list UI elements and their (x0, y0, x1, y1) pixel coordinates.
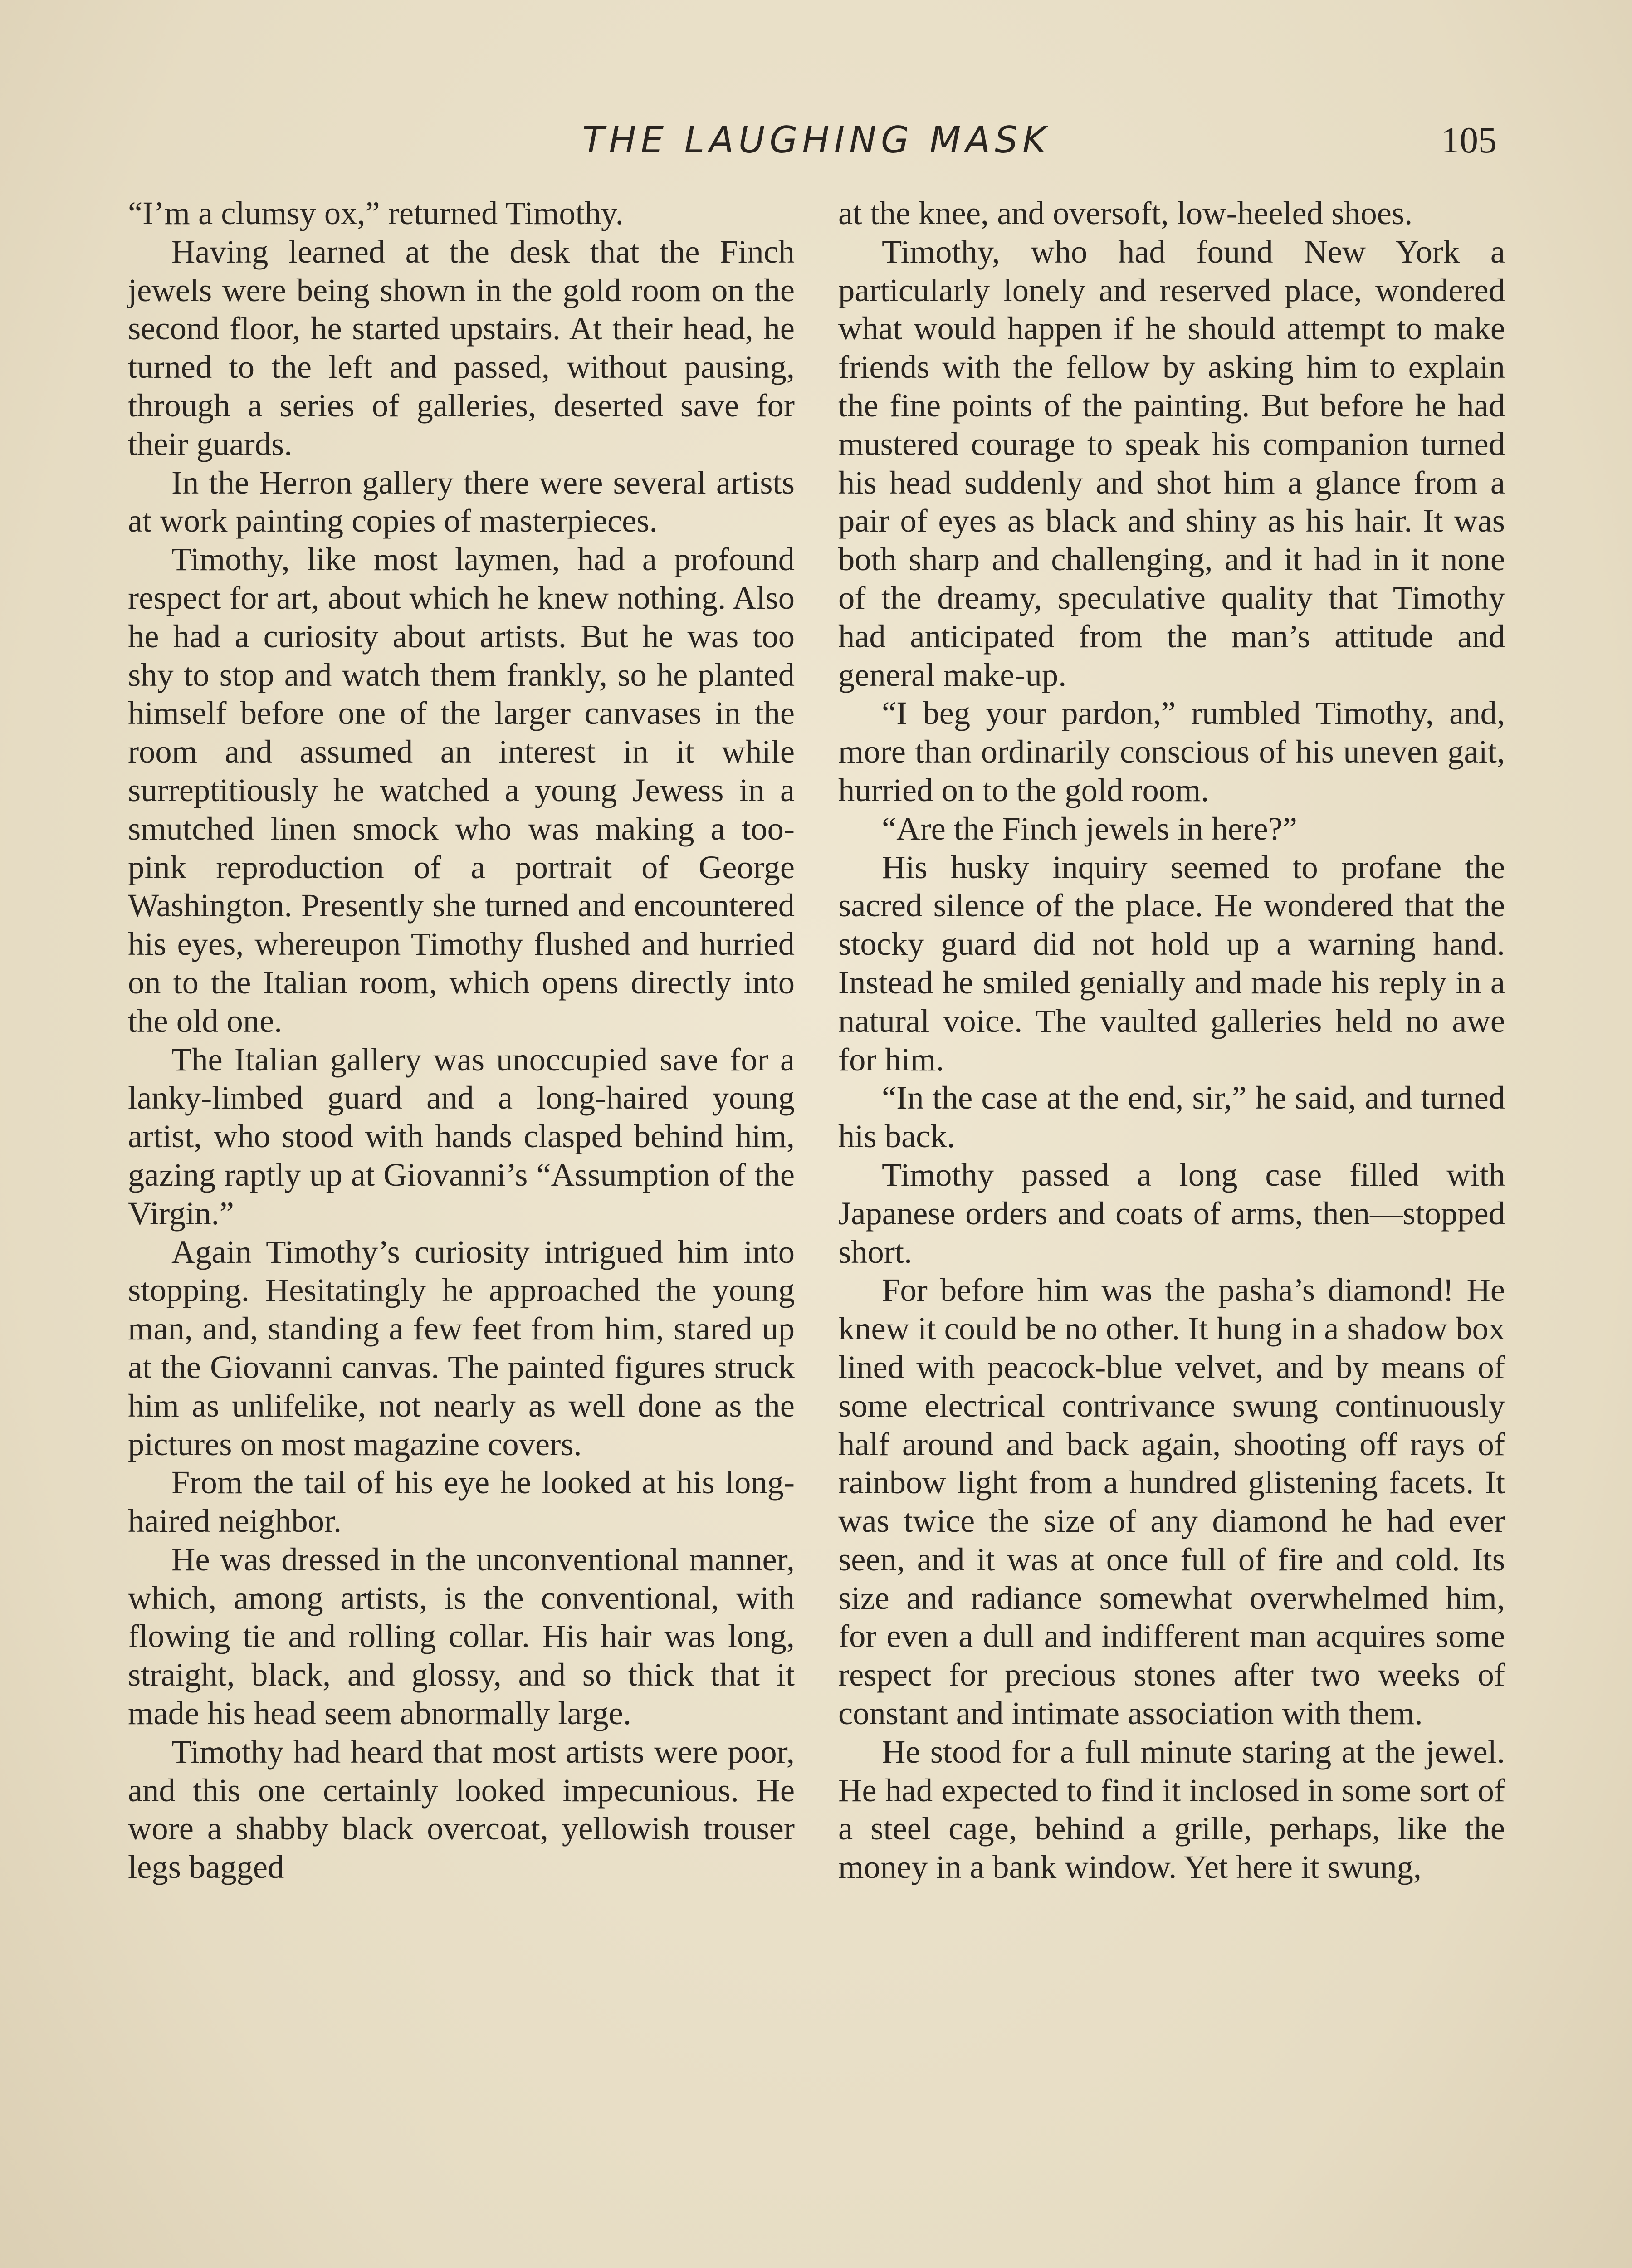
page-number: 105 (1441, 119, 1497, 161)
paragraph: In the Herron gallery there were several artists at work painting copies of masterpieces. (128, 464, 795, 539)
paragraph: “In the case at the end, sir,” he said, and turned his back. (838, 1079, 1505, 1155)
running-head: THE LAUGHING MASK (582, 119, 1051, 161)
paragraph: “I beg your pardon,” rumbled Timothy, and, more than ordinarily conscious of his uneven gait, hurried on to the gold room. (838, 694, 1505, 808)
paragraph: Having learned at the desk that the Finch jewels were being shown in the gold room on the second floor, he started upstairs. At their head, he turned to the left and passed, without pausing, through a series of galleries, deserted save for their guards. (128, 233, 795, 462)
paragraph: Timothy, who had found New York a particularly lonely and reserved place, wondered what would happen if he should attempt to make friends with the fellow by asking him to explain the fine points of the painting. But before he had mustered courage to speak his companion turned his head suddenly and shot him a glance from a pair of eyes as black and shiny as his hair. It was both sharp and challenging, and it had in it none of the dreamy, speculative quality that Timothy had anticipated from the man’s attitude and general make-up. (838, 233, 1505, 693)
page-header (127, 119, 1506, 169)
right-column (838, 194, 1505, 1887)
paragraph: His husky inquiry seemed to profane the sacred silence of the place. He wondered that the stocky guard did not hold up a warning hand. Instead he smiled genially and made his reply in a natural voice. The vaulted galleries held no awe for him. (838, 848, 1505, 1078)
paragraph: He stood for a full minute staring at the jewel. He had expected to find it inclosed in some sort of a steel cage, behind a grille, perhaps, like the money in a bank window. Yet here it swung, (838, 1733, 1505, 1886)
paragraph: “Are the Finch jewels in here?” (882, 810, 1297, 847)
paragraph: Timothy, like most laymen, had a profound respect for art, about which he knew nothing. Also he had a curiosity about artists. But he was too shy to stop and watch them frankly, so he planted himself before one of the larger canvases in the room and assumed an interest in it while surreptitiously he watched a young Jewess in a smutched linen smock who was making a too-pink reproduction of a portrait of George Washington. Presently she turned and encountered his eyes, whereupon Timothy flushed and hurried on to the Italian room, which opens directly into the old one. (128, 541, 795, 1039)
paragraph: Timothy had heard that most artists were poor, and this one certainly looked impecunious. He wore a shabby black overcoat, yellowish trouser legs bagged (128, 1733, 795, 1886)
paragraph: The Italian gallery was unoccupied save for a lanky-limbed guard and a long-haired young artist, who stood with hands clasped behind him, gazing raptly up at Giovanni’s “Assumption of the Virgin.” (128, 1041, 795, 1232)
paragraph: From the tail of his eye he looked at his long-haired neighbor. (128, 1464, 795, 1540)
paragraph: “I’m a clumsy ox,” returned Timothy. (128, 195, 624, 231)
left-column (128, 194, 795, 1887)
paragraph: For before him was the pasha’s diamond! He knew it could be no other. It hung in a shadow box lined with peacock-blue velvet, and by means of some electrical contrivance swung continuously half around and back again, shooting off rays of rainbow light from a hundred glistening facets. It was twice the size of any diamond he had ever seen, and it was at once full of fire and cold. Its size and radiance somewhat overwhelmed him, for even a dull and indifferent man acquires some respect for precious stones after two weeks of constant and intimate association with them. (838, 1271, 1505, 1732)
paragraph: Timothy passed a long case filled with Japanese orders and coats of arms, then—stopped short. (838, 1156, 1505, 1270)
paragraph: Again Timothy’s curiosity intrigued him into stopping. Hesitatingly he approached the young man, and, standing a few feet from him, stared up at the Giovanni canvas. The painted figures struck him as unlifelike, not nearly as well done as the pictures on most magazine covers. (128, 1233, 795, 1462)
paragraph: He was dressed in the unconventional manner, which, among artists, is the conventional, with flowing tie and rolling collar. His hair was long, straight, black, and glossy, and so thick that it made his head seem abnormally large. (128, 1540, 795, 1732)
paragraph: at the knee, and oversoft, low-heeled shoes. (838, 195, 1413, 231)
